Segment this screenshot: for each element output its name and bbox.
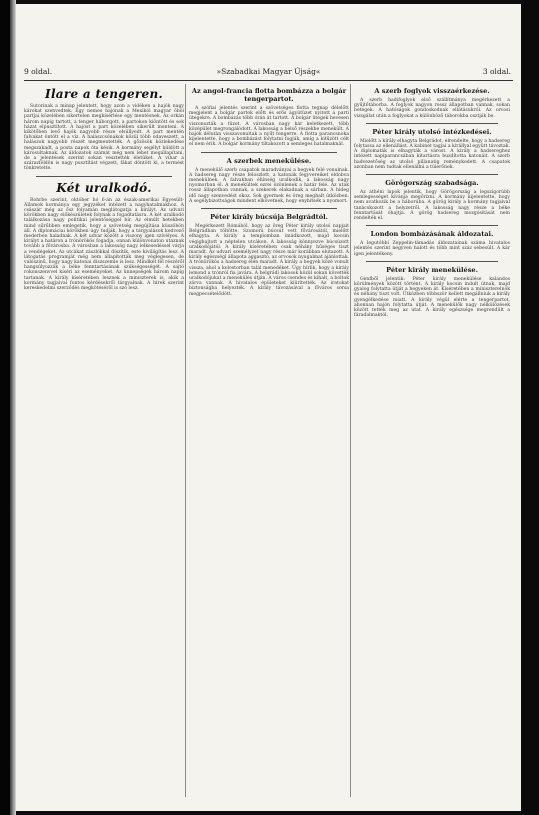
column-3: [354, 84, 510, 797]
article-body: Mielőtt a király elhagyta Belgrádot, elrendelte, hogy a hadsereg folytassa az ellenállást. A kabinet tagjai a királlyal együtt távoztak. A diplomaták is elhagyták a várost. A király a hadsereghez intézett napiparancsában kitartásra buzdította katonáit. A szerb hadvezetőség az utolsó pillanatig reménykedett. A csapatok azonban nem tudtak ellenállni a túlerőnek.: [354, 138, 510, 170]
divider: [366, 174, 498, 175]
divider: [366, 225, 498, 226]
column-2: [189, 84, 349, 797]
article-title: Görögország szabadsága.: [385, 179, 479, 188]
right-margin-shadow: [521, 0, 539, 815]
article-title: Ilare a tengeren.: [45, 87, 163, 101]
divider: [201, 208, 337, 209]
header-page-number: 3 oldal.: [482, 67, 511, 76]
divider: [201, 152, 337, 153]
newspaper-page: [16, 4, 521, 811]
header-paper-title: »Szabadkai Magyar Újság«: [216, 67, 321, 76]
article-body: A szerb hadifoglyok első szállítmánya megérkezett a gyűjtőtáborba. A foglyok nagyon rossz állapotban vannak, sokan betegek. A hatóságok gondoskodnak ellátásukról. Az orvosi vizsgálat után a foglyokat a különböző táborokba osztják be.: [354, 98, 510, 119]
page-header: [24, 66, 513, 81]
article-title: London bombázásának áldozatai.: [370, 230, 494, 239]
divider: [36, 176, 172, 177]
article-title: Péter király utolsó intézkedései.: [372, 127, 492, 136]
article-title: Két uralkodó.: [56, 180, 152, 195]
article-body: Genfből jelentik: Péter király menekülése kalandos körülmények között történt. A király kocsin indult útnak, majd gyalog folytatta útját a hegyeken át. Kíséretében a miniszterelnök és néhány tiszt volt. Útközben többször kellett megállniuk a király gyengélkedése miatt. A király végül elérte a tengerpartot, ahonnan hajón folytatta útját. A menekülők nagy nélkülözések között tették meg az utat. A király egészsége megrendült a fáradalmaktól.: [354, 276, 510, 319]
divider: [366, 261, 498, 262]
article-title: Péter király búcsúja Belgrádtól.: [210, 213, 328, 222]
article-body: Az athéni lapok jelentik, hogy Görögország a legszigorúbb semlegességet kívánja megőrizni. A kormány kijelentette, hogy nem avatkozik be a háborúba. A görög király a kormány tagjaival tanácskozott a helyzetről. A lakosság nagy része a béke fenntartását óhajtja. A görög hadsereg mozgósítását nem rendelték el.: [354, 190, 510, 222]
article-title: A szerb foglyok visszaérkezése.: [374, 87, 490, 95]
article-body: Rohrbe szerint, október hó 6-án az észak-amerikai Egyesült-Államok kormánya egy jegyzéket intézett a nagyhatalmakhoz. A császár még az ősz folyamán meglátogatja a királyt. Az udvari körökben nagy előkészületek folynak a fogadtatásra. A két uralkodó találkozása nagy politikai jelentőséggel bír. Az elmúlt hetekben mind sűrűbben emlegetik, hogy a szövetség megújítása küszöbön áll. A diplomáciai körökben úgy tudják, hogy a tárgyalások kedvező mederben haladnak. A két udvar között a viszony igen szívélyes. A királyt a határon a trónörökös fogadja, onnan különvonaton utaznak tovább a fővárosba. A városban a lakosság nagy lelkesedéssel várja a vendégeket. Az utcákat zászlókkal díszítik, este kivilágítás lesz. A látogatás programját még nem állapították meg véglegesen, de valószínű, hogy nagy katonai díszszemle is lesz. Mindkét fél részéről hangsúlyozzák a béke fenntartásának szükségességét. A sajtó rokonszenvvel kíséri az eseményeket. Az ünnepségek három napig tartanak. A király kíséretében lesznek a miniszterek is, akik a kormány tagjaival fontos kérdésekről tárgyalnak. A hírek szerint kereskedelmi szerződés megkötéséről is szó lesz.: [24, 197, 184, 292]
article-body: Sutorinak a minap jelentett, hogy azon a vidéken a hajók nagy károkat szenvedtek. Egy nemes hajónak a Mexikói magyar öböl partjai közelében sikertelen megkísérlése egy mentésnek. Az orkán három napig tartott, a tenger háborgott, a partokon kiöntött és sok házat elpusztított. A hajóst a part közelében sikerült menteni. A kikötőben levő hajók nagyobb része elsüllyedt. A part mentén falvakat öntött el a víz. A halászcsónakok közül több odaveszett, a halászok nagyobb részét megmentették. A gőzösök közlekedése megszakadt, a posta napok óta késik. A kormány segélyt küldött a károsultaknak. Az áldozatok számát még nem lehet megállapítani, de a jelentések szerint sokan vesztették életüket. A vihar a szárazföldön is nagy pusztítást végzett, fákat döntött ki, a termést tönkretette.: [24, 104, 184, 172]
divider: [366, 123, 498, 124]
column-1: [24, 84, 184, 797]
article-title: Az angol-francia flotta bombázza a bolgár tengerpartot.: [191, 87, 347, 103]
column-rule: [185, 84, 186, 797]
column-rule: [350, 84, 351, 797]
article-title: Péter király menekülése.: [386, 265, 478, 274]
article-title: A szerbek menekülése.: [226, 156, 312, 165]
article-body: A legutóbbi Zeppelin-támadás áldozatainak száma hivatalos jelentés szerint negyven halott és több mint száz sebesült. A kár igen jelentékeny.: [354, 241, 510, 257]
article-body: A szófiai jelentés szerint a szövetséges flotta tegnap délelőtt megjelent a bolgár partok előtt és erős ágyútüzet nyitott a parti ütegekre. A bombázás több órán át tartott. A bolgár ütegek hevesen viszonozták a tüzet. A városban nagy kár keletkezett, több középület megrongálódott. A lakosság a belső részekbe menekült. A hajók délután visszavonultak a nyílt tengerre. A flotta parancsnoka kijelentette, hogy a bombázást folytatni fogják, amíg a kitűzött célt el nem érik. A bolgár kormány tiltakozott a semleges hatalmaknál.: [189, 106, 349, 148]
article-body: A menekülő szerb csapatok maradványai a hegyek felé vonulnak. A hadsereg nagy része feloszlott, a katonák fegyvereiket eldobva menekülnek. A falvakban éhínség uralkodik, a lakosság nagy nyomorban él. A menekültek ezrei özönlenek a határ felé. Az utak rossz állapotban vannak, a szekerek elakadnak a sárban. A hideg idő nagy szenvedést okoz. Sok gyermek és öreg meghalt útközben. A segélybizottságok mindent elkövetnek, hogy enyhítsék a nyomort.: [189, 167, 349, 204]
article-body: Megérkezett Rómából, hogy az öreg Péter király utolsó napjait Belgrádban töltötte. Szomorú búcsút vett fővárosától, mielőtt elhagyta. A király a templomban imádkozott, majd kocsin végighajtott a néptelen utcákon. A lakosság könnyezve búcsúzott uralkodójától. A király kíséretében csak néhány hűséges tiszt maradt. Az udvari személyzet nagy része már korábban elutazott. A király egészségi állapota aggasztó, az orvosok nyugalmat ajánlottak. A trónörökös a hadsereg élén maradt. A király a hegyek közé vonult vissza, ahol a kolostorban talál menedéket. Úgy hírlik, hogy a király lemond a trónról fia javára. A belgrádi lakosok közül sokan követték uralkodójukat a menekülés útján. A város csendes és kihalt, a boltok zárva vannak. A hivatalos épületeket kiürítették. Az iratokat biztonságba helyezték. A király távozásával a főváros sorsa megpecsételődött.: [189, 224, 349, 297]
header-date: 9 oldal.: [24, 67, 53, 76]
